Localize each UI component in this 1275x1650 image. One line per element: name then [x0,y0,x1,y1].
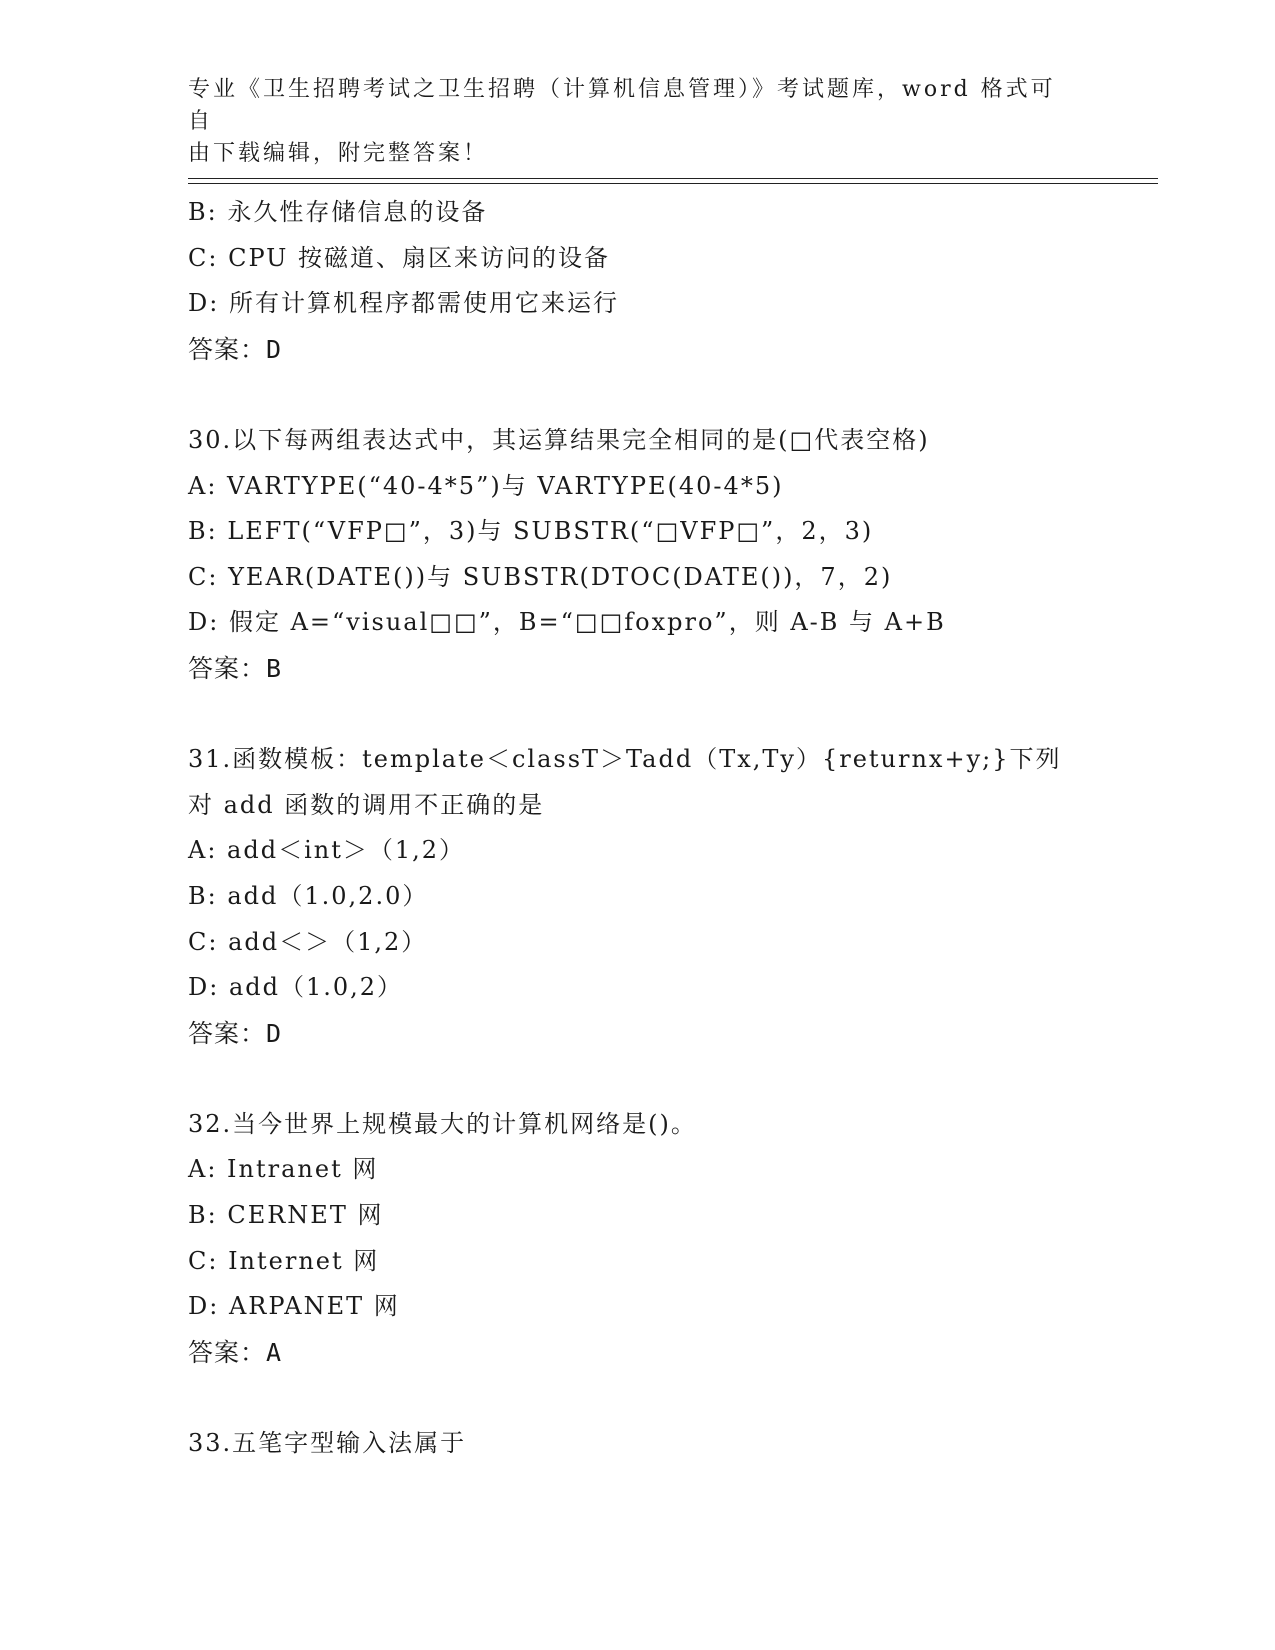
option-a: A: VARTYPE(“40-4*5”)与 VARTYPE(40-4*5) [188,471,784,500]
document-body [188,190,1088,1467]
document-header [188,74,1068,170]
question-text: 30.以下每两组表达式中，其运算结果完全相同的是(□代表空格) [188,425,930,454]
option-b: B: CERNET 网 [188,1201,384,1230]
question-29-continuation [188,190,1088,372]
option-c: C: YEAR(DATE())与 SUBSTR(DTOC(DATE())，7，2) [188,562,893,591]
question-31 [188,737,1088,1056]
question-30 [188,418,1088,692]
header-line-1: 专业《卫生招聘考试之卫生招聘（计算机信息管理）》考试题库，word 格式可自 [188,77,1056,134]
question-32 [188,1102,1088,1376]
option-b: B: add（1.0,2.0） [188,881,429,910]
spacer [188,372,1088,418]
spacer [188,1375,1088,1421]
header-divider-top [188,178,1158,179]
question-text: 32.当今世界上规模最大的计算机网络是()。 [188,1109,697,1138]
header-divider-bottom [188,183,1158,184]
spacer [188,1056,1088,1102]
question-text: 33.五笔字型输入法属于 [188,1429,467,1458]
option-a: A: Intranet 网 [188,1155,379,1184]
option-a: A: add＜int＞（1,2） [188,836,466,865]
option-d: D: ARPANET 网 [188,1292,400,1321]
option-b: B: LEFT(“VFP□”，3)与 SUBSTR(“□VFP□”，2，3) [188,517,874,546]
option-c: C: add＜＞（1,2） [188,927,428,956]
answer-line: 答案：B [188,653,283,683]
header-line-2: 由下载编辑，附完整答案！ [188,141,489,166]
question-33 [188,1421,1088,1467]
option-d: D: 假定 A=“visual□□”，B=“□□foxpro”，则 A-B 与 A+B [188,608,946,637]
answer-line: 答案：D [188,1018,283,1048]
spacer [188,692,1088,738]
question-text-line-2: 对 add 函数的调用不正确的是 [188,790,545,819]
answer-line: 答案：D [188,334,283,364]
option-d: D: add（1.0,2） [188,973,404,1002]
option-b: B: 永久性存储信息的设备 [188,198,488,226]
option-c: C: CPU 按磁道、扇区来访问的设备 [188,243,611,272]
option-c: C: Internet 网 [188,1246,380,1275]
option-d: D: 所有计算机程序都需使用它来运行 [188,289,619,318]
answer-line: 答案：A [188,1337,283,1367]
question-text-line-1: 31.函数模板：template＜classT＞Tadd（Tx,Ty）{returnx+y;}下列 [188,745,1062,774]
